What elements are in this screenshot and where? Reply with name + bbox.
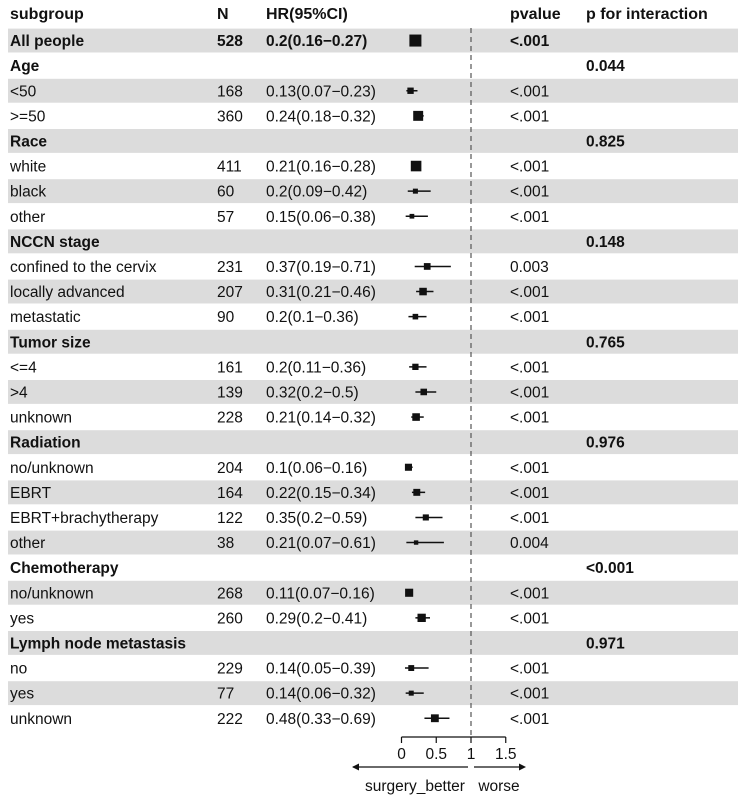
- row-pvalue: <.001: [510, 459, 550, 477]
- row-pvalue: <.001: [510, 585, 550, 603]
- x-axis: [352, 737, 526, 771]
- row-label: <=4: [10, 359, 37, 377]
- arrow-left-icon: [352, 764, 359, 771]
- row-n: 164: [217, 484, 243, 502]
- row-pvalue: <.001: [510, 610, 550, 628]
- row-n: 411: [217, 158, 242, 176]
- row-n: 168: [217, 83, 243, 101]
- row-band: [8, 380, 738, 404]
- row-label: white: [10, 158, 47, 176]
- row-label: EBRT+brachytherapy: [10, 509, 159, 527]
- row-label: >4: [10, 384, 28, 402]
- row-band: [8, 179, 738, 203]
- row-band: [8, 430, 738, 454]
- row-pvalue: 0.004: [510, 535, 549, 553]
- row-hr-ci: 0.2(0.16−0.27): [266, 33, 368, 51]
- row-label: black: [10, 183, 47, 201]
- row-label: confined to the cervix: [10, 258, 157, 276]
- hr-point: [419, 288, 427, 296]
- row-label: locally advanced: [10, 284, 125, 302]
- row-bands: [8, 29, 738, 706]
- arrow-right-icon: [519, 764, 526, 771]
- row-p-interaction: 0.976: [586, 434, 625, 452]
- row-hr-ci: 0.13(0.07−0.23): [266, 83, 376, 101]
- row-label: no: [10, 660, 28, 678]
- row-label: unknown: [10, 409, 73, 427]
- row-pvalue: <.001: [510, 284, 550, 302]
- row-hr-ci: 0.35(0.2−0.59): [266, 509, 368, 527]
- row-hr-ci: 0.31(0.21−0.46): [266, 284, 376, 302]
- hr-point: [411, 161, 422, 172]
- row-label: other: [10, 535, 46, 553]
- hr-point: [413, 189, 418, 194]
- row-label: other: [10, 208, 46, 226]
- row-n: 229: [217, 660, 243, 678]
- row-label: no/unknown: [10, 585, 94, 603]
- row-hr-ci: 0.14(0.05−0.39): [266, 660, 376, 678]
- row-n: 268: [217, 585, 243, 603]
- x-tick-label: 0: [397, 746, 406, 763]
- direction-label-right: worse: [478, 778, 520, 795]
- row-label: Lymph node metastasis: [10, 635, 187, 653]
- hr-point: [405, 589, 413, 597]
- row-p-interaction: 0.971: [586, 635, 625, 653]
- hr-point: [412, 413, 420, 421]
- hr-point: [407, 88, 413, 94]
- hr-point: [423, 514, 429, 520]
- row-hr-ci: 0.11(0.07−0.16): [266, 585, 375, 603]
- header-n: N: [217, 6, 229, 23]
- row-p-interaction: <0.001: [586, 560, 634, 578]
- hr-point: [412, 364, 418, 370]
- row-pvalue: <.001: [510, 208, 550, 226]
- row-n: 38: [217, 535, 235, 553]
- hr-point: [431, 714, 439, 722]
- row-hr-ci: 0.37(0.19−0.71): [266, 258, 376, 276]
- row-band: [8, 229, 738, 253]
- row-n: 139: [217, 384, 243, 402]
- row-hr-ci: 0.21(0.07−0.61): [266, 535, 376, 553]
- hr-point: [420, 389, 427, 396]
- row-p-interaction: 0.825: [586, 133, 625, 151]
- row-label: no/unknown: [10, 459, 94, 477]
- row-hr-ci: 0.22(0.15−0.34): [266, 484, 376, 502]
- row-label: Age: [10, 58, 40, 76]
- row-label: yes: [10, 610, 35, 628]
- row-n: 360: [217, 108, 243, 126]
- row-hr-ci: 0.21(0.14−0.32): [266, 409, 376, 427]
- row-p-interaction: 0.044: [586, 58, 625, 76]
- row-pvalue: <.001: [510, 409, 550, 427]
- row-hr-ci: 0.24(0.18−0.32): [266, 108, 376, 126]
- row-label: Tumor size: [10, 334, 91, 352]
- x-tick-label: 1: [466, 746, 476, 763]
- x-tick-label: 1.5: [494, 746, 517, 763]
- hr-point: [410, 214, 415, 219]
- row-n: 60: [217, 183, 235, 201]
- row-p-interaction: 0.765: [586, 334, 625, 352]
- header-subgroup: subgroup: [10, 6, 84, 23]
- row-pvalue: <.001: [510, 83, 550, 101]
- row-label: All people: [10, 33, 85, 51]
- row-hr-ci: 0.32(0.2−0.5): [266, 384, 359, 402]
- row-hr-ci: 0.14(0.06−0.32): [266, 685, 376, 703]
- header-row: [10, 6, 708, 23]
- hr-point: [413, 489, 420, 496]
- row-hr-ci: 0.29(0.2−0.41): [266, 610, 368, 628]
- row-hr-ci: 0.2(0.1−0.36): [266, 309, 359, 327]
- row-pvalue: <.001: [510, 33, 550, 51]
- row-n: 90: [217, 309, 235, 327]
- row-hr-ci: 0.21(0.16−0.28): [266, 158, 376, 176]
- hr-point: [413, 111, 423, 121]
- row-label: >=50: [10, 108, 46, 126]
- hr-point: [413, 314, 419, 320]
- hr-point: [424, 263, 431, 270]
- row-label: NCCN stage: [10, 233, 100, 251]
- row-band: [8, 129, 738, 153]
- row-n: 57: [217, 208, 235, 226]
- direction-label-left: surgery_better: [365, 778, 465, 795]
- row-hr-ci: 0.15(0.06−0.38): [266, 208, 376, 226]
- hr-point: [409, 35, 421, 47]
- hr-point: [408, 665, 414, 671]
- row-hr-ci: 0.1(0.06−0.16): [266, 459, 368, 477]
- row-n: 207: [217, 284, 243, 302]
- row-hr-ci: 0.2(0.09−0.42): [266, 183, 368, 201]
- row-pvalue: <.001: [510, 509, 550, 527]
- row-pvalue: <.001: [510, 108, 550, 126]
- direction-labels: [365, 778, 520, 795]
- row-label: metastatic: [10, 309, 81, 327]
- hr-point: [414, 540, 418, 544]
- row-label: EBRT: [10, 484, 52, 502]
- row-label: Radiation: [10, 434, 81, 452]
- header-p-interaction: p for interaction: [586, 6, 708, 23]
- row-pvalue: <.001: [510, 710, 550, 728]
- row-label: <50: [10, 83, 37, 101]
- row-n: 77: [217, 685, 235, 703]
- header-hr: HR(95%CI): [266, 6, 348, 23]
- row-label: Chemotherapy: [10, 560, 119, 578]
- row-label: unknown: [10, 710, 73, 728]
- row-n: 528: [217, 33, 243, 51]
- row-p-interaction: 0.148: [586, 233, 625, 251]
- row-hr-ci: 0.2(0.11−0.36): [266, 359, 367, 377]
- row-label: yes: [10, 685, 35, 703]
- row-pvalue: <.001: [510, 660, 550, 678]
- row-hr-ci: 0.48(0.33−0.69): [266, 710, 376, 728]
- row-pvalue: <.001: [510, 309, 550, 327]
- row-pvalue: <.001: [510, 183, 550, 201]
- row-n: 122: [217, 509, 243, 527]
- row-pvalue: <.001: [510, 158, 550, 176]
- row-n: 222: [217, 710, 243, 728]
- row-pvalue: 0.003: [510, 258, 549, 276]
- row-n: 204: [217, 459, 243, 477]
- hr-point: [405, 464, 412, 471]
- row-n: 161: [217, 359, 243, 377]
- row-pvalue: <.001: [510, 484, 550, 502]
- row-pvalue: <.001: [510, 384, 550, 402]
- row-label: Race: [10, 133, 48, 151]
- row-pvalue: <.001: [510, 359, 550, 377]
- row-pvalue: <.001: [510, 685, 550, 703]
- row-n: 260: [217, 610, 243, 628]
- row-band: [8, 330, 738, 354]
- hr-point: [418, 614, 426, 622]
- row-band: [8, 29, 738, 53]
- hr-point: [409, 691, 414, 696]
- x-tick-label: 0.5: [425, 746, 448, 763]
- row-n: 228: [217, 409, 243, 427]
- row-n: 231: [217, 258, 243, 276]
- header-pvalue: pvalue: [510, 6, 561, 23]
